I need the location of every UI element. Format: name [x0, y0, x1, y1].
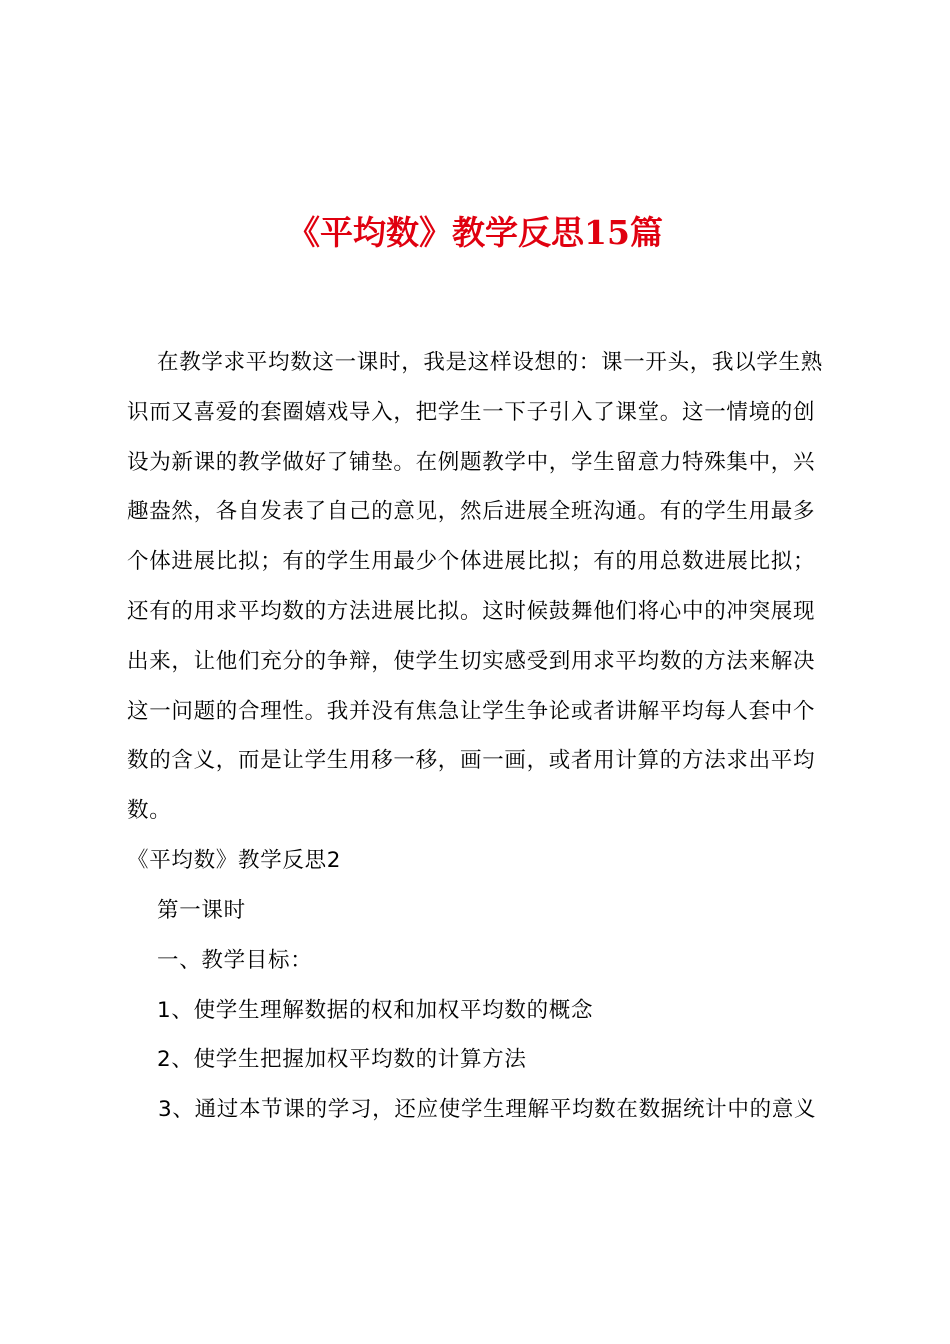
paragraph-line: 设为新课的教学做好了铺垫。在例题教学中，学生留意力特殊集中，兴: [127, 450, 816, 475]
lesson-label: 第一课时: [157, 898, 246, 923]
document-title: 《平均数》教学反思15篇: [287, 213, 663, 252]
paragraph-line: 趣盎然，各自发表了自己的意见，然后进展全班沟通。有的学生用最多: [127, 499, 816, 524]
paragraph-line: 个体进展比拟；有的学生用最少个体进展比拟；有的用总数进展比拟；: [127, 549, 816, 574]
objective-item: 3、通过本节课的学习，还应使学生理解平均数在数据统计中的意义: [158, 1097, 817, 1122]
section-heading: 《平均数》教学反思2: [127, 848, 342, 873]
paragraph-line: 出来，让他们充分的争辩，使学生切实感受到用求平均数的方法来解决: [127, 649, 816, 674]
objective-item: 1、使学生理解数据的权和加权平均数的概念: [157, 998, 594, 1023]
paragraph-line: 数的含义，而是让学生用移一移，画一画，或者用计算的方法求出平均: [127, 748, 816, 773]
paragraph-line: 识而又喜爱的套圈嬉戏导入，把学生一下子引入了课堂。这一情境的创: [127, 400, 816, 425]
paragraph-line: 数。: [127, 798, 172, 823]
paragraph-line: 在教学求平均数这一课时，我是这样设想的：课一开头，我以学生熟: [157, 350, 824, 375]
paragraph-line: 还有的用求平均数的方法进展比拟。这时候鼓舞他们将心中的冲突展现: [127, 599, 816, 624]
objective-item: 2、使学生把握加权平均数的计算方法: [157, 1047, 527, 1072]
objectives-heading: 一、教学目标：: [157, 948, 313, 973]
paragraph-line: 这一问题的合理性。我并没有焦急让学生争论或者讲解平均每人套中个: [127, 699, 816, 724]
